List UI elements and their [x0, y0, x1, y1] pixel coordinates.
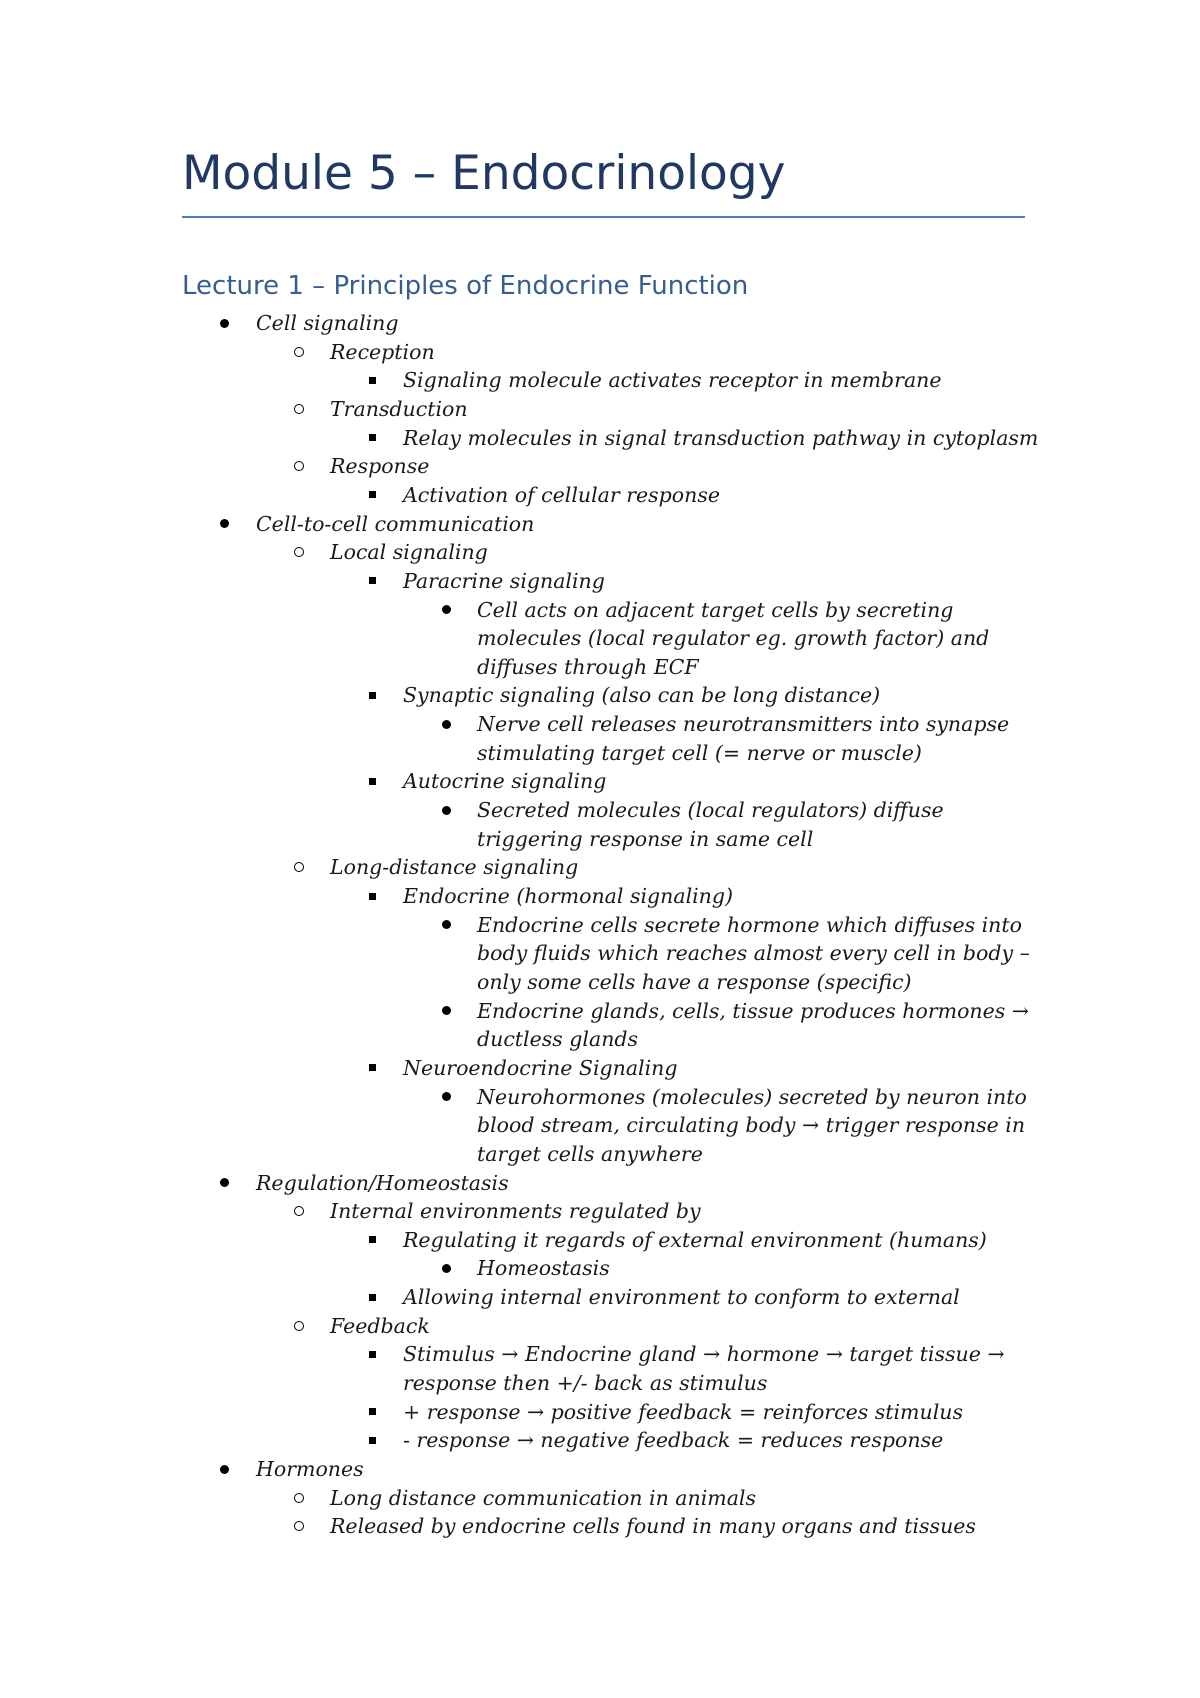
bullet-circle-icon [294, 1206, 304, 1216]
outline-item-text: response then +/- back as stimulus [403, 1371, 768, 1396]
bullet-square-icon [369, 1408, 376, 1415]
outline-item-text: Paracrine signaling [403, 568, 605, 593]
outline-item-text: Reception [330, 339, 435, 364]
bullet-square-icon [369, 377, 376, 384]
outline-item-text: Synaptic signaling (also can be long distance) [403, 683, 881, 708]
outline-item-text: Cell signaling [256, 311, 399, 335]
bullet-square-icon [369, 577, 376, 584]
outline-item-text: Endocrine glands, cells, tissue produces hormones → [477, 998, 1029, 1023]
bullet-disc-icon [442, 1006, 451, 1015]
bullet-square-icon [369, 1351, 376, 1358]
outline-item-text: Neuroendocrine Signaling [403, 1055, 678, 1080]
outline-item-text: triggering response in same cell [477, 826, 814, 851]
outline-item-text: Autocrine signaling [403, 769, 607, 794]
document-title: Module 5 – Endocrinology [182, 146, 786, 201]
bullet-square-icon [369, 434, 376, 441]
bullet-disc-icon [220, 519, 229, 528]
bullet-circle-icon [294, 347, 304, 357]
bullet-square-icon [369, 1437, 376, 1444]
outline-item-text: Regulation/Homeostasis [256, 1170, 509, 1195]
bullet-square-icon [369, 1064, 376, 1071]
outline-item-text: body fluids which reaches almost every cell in body – [477, 941, 1030, 966]
bullet-square-icon [369, 692, 376, 699]
bullet-disc-icon [442, 806, 451, 815]
bullet-circle-icon [294, 461, 304, 471]
lecture-heading: Lecture 1 – Principles of Endocrine Function [182, 271, 749, 301]
outline-item-text: Cell acts on adjacent target cells by secreting [477, 597, 954, 622]
outline-item-text: ductless glands [477, 1027, 639, 1052]
outline-item-text: Feedback [330, 1313, 430, 1338]
outline-item-text: Local signaling [330, 540, 488, 565]
bullet-square-icon [369, 778, 376, 785]
bullet-disc-icon [442, 720, 451, 729]
outline-item-text: Nerve cell releases neurotransmitters into synapse [477, 712, 1010, 737]
bullet-disc-icon [442, 920, 451, 929]
bullet-square-icon [369, 1294, 376, 1301]
bullet-square-icon [369, 893, 376, 900]
outline-item-text: Hormones [256, 1457, 364, 1481]
outline-item-text: Allowing internal environment to conform to external [403, 1285, 960, 1310]
outline-item-text: Endocrine (hormonal signaling) [403, 884, 734, 908]
outline-item-text: Homeostasis [477, 1256, 610, 1281]
bullet-square-icon [369, 1236, 376, 1243]
outline-item-text: diffuses through ECF [477, 654, 699, 679]
outline-item-text: Relay molecules in signal transduction pathway in cytoplasm [403, 425, 1039, 450]
bullet-disc-icon [220, 1465, 229, 1474]
bullet-circle-icon [294, 1493, 304, 1503]
outline-item-text: Stimulus → Endocrine gland → hormone → target tissue → [403, 1342, 1005, 1367]
outline-item-text: Released by endocrine cells found in many organs and tissues [330, 1514, 976, 1539]
outline-item-text: Response [330, 454, 430, 479]
bullet-circle-icon [294, 404, 304, 414]
bullet-disc-icon [220, 1178, 229, 1187]
outline-item-text: Long-distance signaling [330, 855, 579, 880]
outline-item-text: Endocrine cells secrete hormone which diffuses into [477, 912, 1022, 937]
outline-item-text: - response → negative feedback = reduces response [403, 1428, 944, 1453]
outline-item-text: Long distance communication in animals [330, 1485, 757, 1510]
bullet-circle-icon [294, 1521, 304, 1531]
outline-item-text: Neurohormones (molecules) secreted by neuron into [477, 1084, 1027, 1109]
outline-item-text: Transduction [330, 396, 468, 421]
outline-item-text: target cells anywhere [477, 1141, 703, 1166]
outline-item-text: Regulating it regards of external environment (humans) [403, 1227, 987, 1252]
outline-item-text: + response → positive feedback = reinforces stimulus [403, 1399, 963, 1424]
bullet-disc-icon [220, 319, 229, 328]
outline-item-text: blood stream, circulating body → trigger response in [477, 1113, 1026, 1138]
bullet-disc-icon [442, 605, 451, 614]
bullet-circle-icon [294, 1321, 304, 1331]
outline-item-text: Cell-to-cell communication [256, 511, 535, 536]
bullet-disc-icon [442, 1092, 451, 1101]
outline-item-text: molecules (local regulator eg. growth factor) and [477, 626, 990, 651]
bullet-circle-icon [294, 547, 304, 557]
outline-item-text: Secreted molecules (local regulators) diffuse [477, 798, 944, 823]
outline-item-text: Signaling molecule activates receptor in membrane [403, 368, 942, 393]
bullet-square-icon [369, 491, 376, 498]
title-underline [182, 216, 1025, 218]
outline-item-text: stimulating target cell (= nerve or muscle) [477, 740, 922, 765]
outline-item-text: Activation of cellular response [403, 482, 720, 507]
outline-item-text: Internal environments regulated by [330, 1199, 701, 1224]
outline-item-text: only some cells have a response (specific) [477, 969, 912, 994]
bullet-disc-icon [442, 1264, 451, 1273]
bullet-circle-icon [294, 862, 304, 872]
